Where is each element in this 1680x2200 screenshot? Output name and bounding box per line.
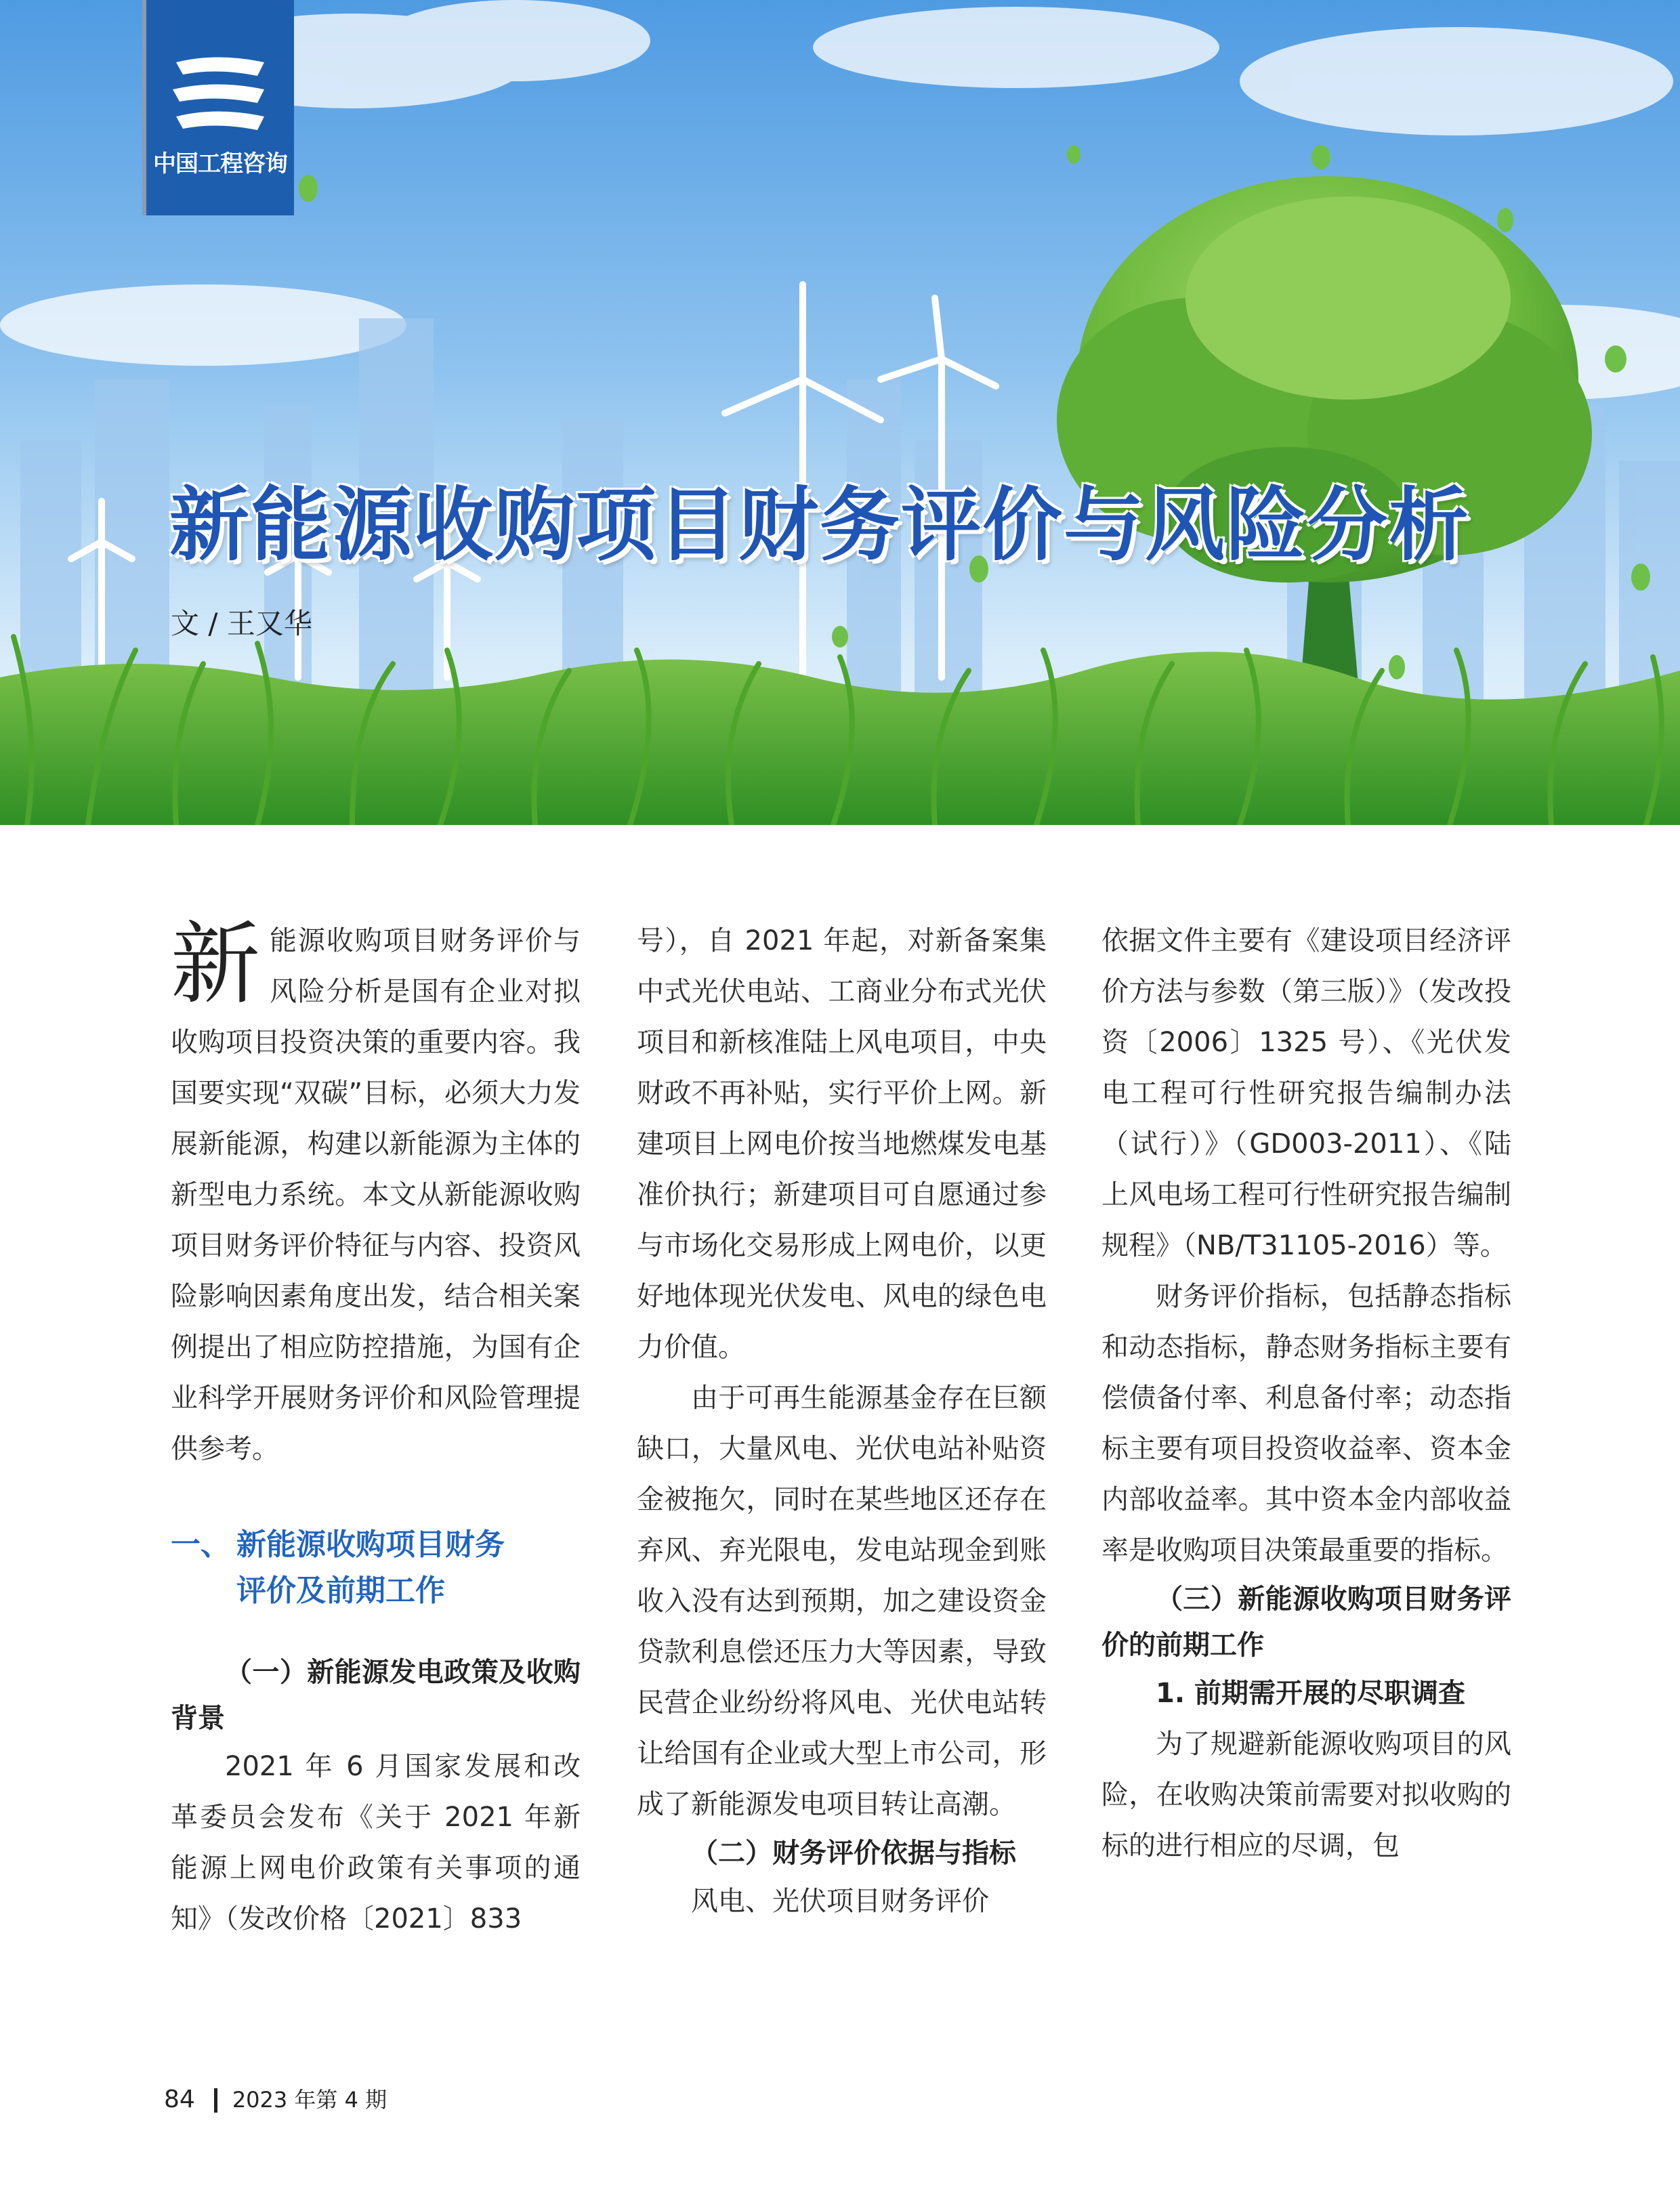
paragraph-evaluation-basis-cont: 依据文件主要有《建设项目经济评价方法与参数（第三版）》（发改投资〔2006〕1325 号）、《光伏发电工程可行性研究报告编制办法（试行）》（GD003-2011）、《陆上风电场工程可行性研究报告编制规程》（NB/T31105-2016）等。 [1101, 925, 1511, 1261]
intro-paragraph [171, 912, 581, 1475]
issue-label: 2023 年第 4 期 [232, 2087, 387, 2113]
page-number: 84 [164, 2086, 195, 2113]
text-column-1 [171, 912, 581, 1945]
subsubsection-heading: 1. 前期需开展的尽职调查 [1156, 1678, 1465, 1709]
subsection-heading-2: （二）财务评价依据与指标 [691, 1838, 1016, 1869]
page-title: 新能源收购项目财务评价与风险分析 [169, 478, 1471, 572]
section-number: 一、 [171, 1527, 230, 1562]
page-footer [164, 2083, 387, 2114]
logo-text: 中国工程咨询 [153, 150, 287, 177]
paragraph-policy: 2021 年 6 月国家发展和改革委员会发布《关于 2021 年新能源上网电价政策有关事项的通知》（发改价格〔2021〕833 [171, 1751, 581, 1934]
section-heading-line2: 评价及前期工作 [236, 1573, 445, 1608]
logo-icon [169, 56, 271, 137]
section-heading-line1: 新能源收购项目财务 [236, 1527, 505, 1562]
paragraph-indicators: 财务评价指标，包括静态指标和动态指标，静态财务指标主要有偿债备付率、利息备付率；动态指标主要有项目投资收益率、资本金内部收益率。其中资本金内部收益率是收购项目决策最重要的指标。 [1101, 1281, 1511, 1566]
drop-cap: 新 [171, 912, 260, 1017]
author-line: 文 / 王又华 [171, 607, 312, 640]
section-heading-1 [171, 1522, 581, 1614]
subsection-heading-3: （三）新能源收购项目财务评价的前期工作 [1101, 1584, 1511, 1661]
paragraph-background: 由于可再生能源基金存在巨额缺口，大量风电、光伏电站补贴资金被拖欠，同时在某些地区还存在弃风、弃光限电，发电站现金到账收入没有达到预期，加之建设资金贷款利息偿还压力大等因素，导致民营企业纷纷将风电、光伏电站转让给国有企业或大型上市公司，形成了新能源发电项目转让高潮。 [637, 1382, 1047, 1820]
text-column-3 [1101, 916, 1511, 1871]
journal-logo [146, 0, 294, 215]
subsection-heading-1: （一）新能源发电政策及收购背景 [171, 1657, 581, 1734]
header-banner [0, 0, 1680, 825]
paragraph-policy-cont: 号），自 2021 年起，对新备案集中式光伏电站、工商业分布式光伏项目和新核准陆上风电项目，中央财政不再补贴，实行平价上网。新建项目上网电价按当地燃煤发电基准价执行；新建项目可自愿通过参与市场化交易形成上网电价，以更好地体现光伏发电、风电的绿色电力价值。 [637, 925, 1047, 1363]
footer-divider [214, 2088, 217, 2113]
paragraph-evaluation-basis: 风电、光伏项目财务评价 [691, 1886, 989, 1917]
paragraph-due-diligence: 为了规避新能源收购项目的风险，在收购决策前需要对拟收购的标的进行相应的尽调，包 [1101, 1729, 1511, 1861]
intro-text: 能源收购项目财务评价与风险分析是国有企业对拟收购项目投资决策的重要内容。我国要实现“双碳”目标，必须大力发展新能源，构建以新能源为主体的新型电力系统。本文从新能源收购项目财务评价特征与内容、投资风险影响因素角度出发，结合相关案例提出了相应防控措施，为国有企业科学开展财务评价和风险管理提供参考。 [171, 925, 581, 1464]
text-column-2 [637, 916, 1047, 1927]
